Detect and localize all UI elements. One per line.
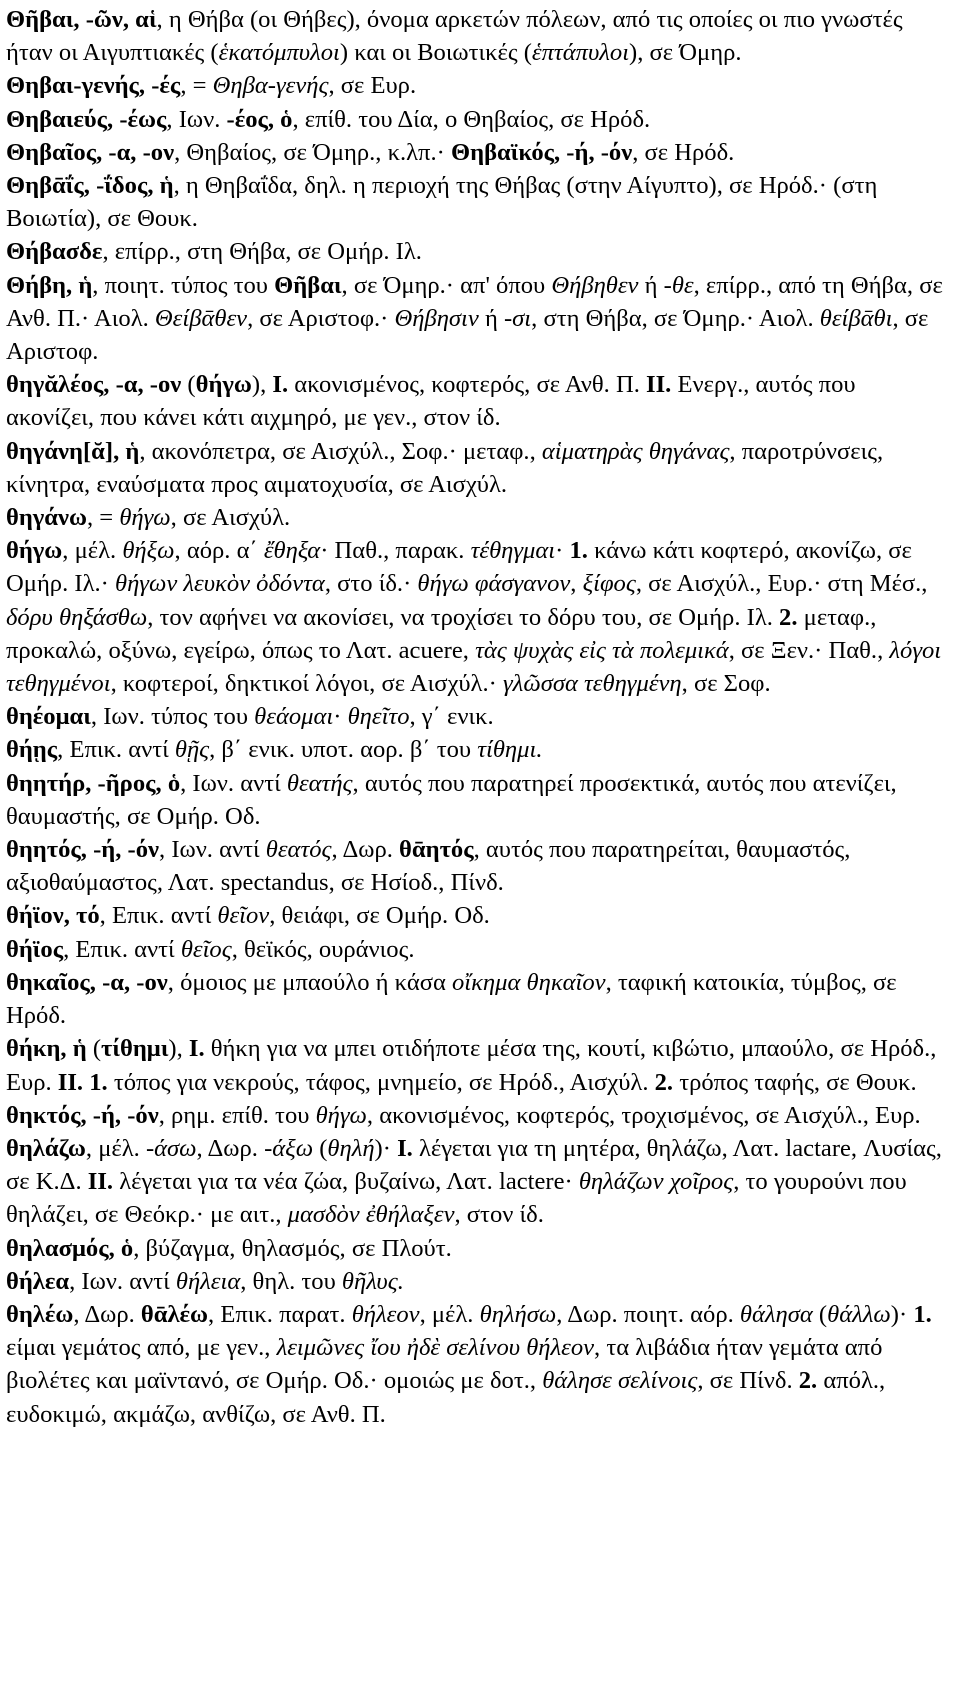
italic-text: θήξω <box>122 537 175 565</box>
entry-text: , Επικ. αντί <box>63 935 181 963</box>
italic-text: -θε <box>663 271 694 299</box>
entry-text: , σε Αριστοφ. <box>6 304 929 366</box>
italic-text: τὰς ψυχὰς εἰς τὰ πολεμικά <box>475 636 729 664</box>
entry-text: , σε Πίνδ. <box>697 1367 799 1395</box>
entry-text: , Δωρ. <box>196 1134 265 1162</box>
bold-text: τίθημι <box>101 1035 169 1063</box>
entry-text: ), σε Όμηρ. <box>629 39 742 67</box>
entry-text: , σε Σοφ. <box>681 670 771 698</box>
entry-text: , ρημ. επίθ. του <box>158 1101 316 1129</box>
bold-text: Θηβαϊκός, -ή, -όν <box>450 138 633 166</box>
entry-text: ή <box>638 271 664 299</box>
dictionary-entry <box>6 899 948 932</box>
dictionary-entry <box>6 501 948 534</box>
entry-text: , Δωρ. <box>73 1300 141 1328</box>
bold-text: I. <box>188 1035 205 1063</box>
headword: θηητός, -ή, -όν <box>6 836 160 864</box>
entry-text: , Επικ. αντί <box>99 902 218 930</box>
dictionary-entry <box>6 3 948 69</box>
entry-text: , αόρ. α΄ <box>174 537 264 565</box>
italic-text: Θηβα-γενής <box>212 72 329 100</box>
bold-text: I. <box>397 1134 413 1162</box>
italic-text: Θήβησιν <box>394 304 479 332</box>
entry-text: , θειάφι, σε Ομήρ. Οδ. <box>269 902 490 930</box>
bold-text: II. <box>646 371 672 399</box>
entry-text: , Θηβαίος, σε Όμηρ., κ.λπ.· <box>174 138 451 166</box>
bold-text: 2. <box>798 1367 818 1395</box>
entry-text: , ακονισμένος, κοφτερός, τροχισμένος, σε Αισχύλ., Ευρ. <box>366 1101 921 1129</box>
bold-text: II. 1. <box>57 1068 108 1096</box>
italic-text: λόγοι τεθηγμένοι <box>6 636 942 698</box>
dictionary-entry <box>6 435 948 501</box>
dictionary-entry <box>6 933 948 966</box>
entry-text: , επίρρ., στη Θήβα, σε Ομήρ. Ιλ. <box>102 238 422 266</box>
entry-text: , Επικ. αντί <box>57 736 175 764</box>
headword: Θῆβαι, -ῶν, αἱ <box>6 6 157 33</box>
italic-text: ἑκατόμπυλοι <box>218 39 340 67</box>
italic-text: τέθηγμαι <box>470 537 556 565</box>
entry-text: , τα λιβάδια ήταν γεμάτα από βιολέτες και μαϊντανό, σε Ομήρ. Οδ.· ομοιώς με δοτ., <box>6 1334 883 1395</box>
headword: Θήβασδε <box>6 238 103 266</box>
entry-text: , η Θηβαΐδα, δηλ. η περιοχή της Θήβας (στην Αίγυπτο), σε Ηρόδ.· (στη Βοιωτία), σε Θουκ. <box>6 172 878 233</box>
entry-text: , Δωρ. <box>331 836 400 864</box>
dictionary-entry <box>6 1132 948 1232</box>
italic-text: θήγω <box>315 1101 367 1129</box>
entry-text: , ταφική κατοικία, τύμβος, σε Ηρόδ. <box>6 968 897 1030</box>
headword: θηλασμός, ὁ <box>6 1234 134 1262</box>
headword: θηγάνη[ᾰ], ἡ <box>6 437 140 465</box>
entry-text: , στον ίδ. <box>454 1201 544 1229</box>
italic-text: τίθημι. <box>477 736 543 764</box>
italic-text: γλῶσσα τεθηγμένη <box>502 670 682 698</box>
italic-text: θήγω φάσγανον <box>417 570 571 598</box>
bold-text: 2. <box>779 603 798 631</box>
dictionary-entry <box>6 69 948 102</box>
italic-text: -άσω <box>145 1134 197 1162</box>
entry-text: ( <box>86 1035 102 1063</box>
entry-text: , στη Θήβα, σε Όμηρ.· Αιολ. <box>531 304 820 332</box>
headword: θηκτός, -ή, -όν <box>6 1101 159 1129</box>
entry-text: είμαι γεμάτος από, με γεν., <box>6 1334 277 1362</box>
entry-text: , σε Ηρόδ. <box>632 138 735 166</box>
italic-text: θήγω <box>119 504 171 532</box>
bold-text: 1. <box>913 1300 932 1328</box>
entry-text: , θηλ. του <box>240 1267 342 1295</box>
headword: Θήβη, ἡ <box>6 271 93 299</box>
headword: θήλεα <box>6 1267 70 1295</box>
headword: θήῃς <box>6 736 58 764</box>
bold-text: 1. <box>569 537 588 565</box>
italic-text: Θείβᾱθεν <box>154 304 248 332</box>
italic-text: θάλησε σελίνοις <box>542 1367 698 1395</box>
entry-text: , αυτός που παρατηρείται, θαυμαστός, αξιοθαύμαστος, Λατ. spectandus, σε Ησίοδ., Πίνδ. <box>6 836 851 897</box>
dictionary-entry <box>6 269 948 369</box>
entry-text: , = <box>87 504 120 532</box>
italic-text: οἴκημα θηκαῖον <box>452 968 606 996</box>
entry-text: απόλ., ευδοκιμώ, ακμάζω, ανθίζω, σε Ανθ. Π. <box>6 1367 886 1428</box>
entry-text: , σε Αισχύλ. <box>170 504 291 532</box>
entry-text: ακονισμένος, κοφτερός, σε Ανθ. Π. <box>288 371 647 399</box>
dictionary-entry <box>6 136 948 169</box>
entry-text: , σε Αριστοφ.· <box>247 304 395 332</box>
headword: θηκαῖος, -α, -ον <box>6 968 168 996</box>
entry-text: , μέλ. <box>62 537 123 565</box>
italic-text: θάλλω <box>827 1300 891 1328</box>
entry-text: , επίθ. του Δία, ο Θηβαίος, σε Ηρόδ. <box>292 105 651 133</box>
headword: θηέομαι <box>6 703 91 731</box>
dictionary-entry <box>6 966 948 1032</box>
entry-text: τόπος για νεκρούς, τάφος, μνημείο, σε Ηρόδ., Αισχύλ. <box>107 1068 655 1096</box>
italic-text: Θήβηθεν <box>551 271 639 299</box>
entry-text: , σε Αισχύλ., Ευρ.· στη Μέσ., <box>635 570 928 598</box>
italic-text: -άξω <box>264 1134 314 1162</box>
entry-text: λέγεται για τα νέα ζώα, βυζαίνω, Λατ. lactere· <box>113 1168 579 1196</box>
italic-text: θείβᾱθι <box>819 304 893 332</box>
entry-text: θήκη για να μπει οτιδήποτε μέσα της, κουτί, κιβώτιο, μπαούλο, σε Ηρόδ., Ευρ. <box>6 1035 937 1096</box>
entry-text: Ενεργ., αυτός που ακονίζει, που κάνει κάτι αιχμηρό, με γεν., στον ίδ. <box>6 371 856 432</box>
entry-text: ( <box>812 1300 828 1328</box>
italic-text: θήλεια <box>175 1267 241 1295</box>
dictionary-entry <box>6 1298 948 1431</box>
headword: θηητήρ, -ῆρος, ὁ <box>6 769 181 797</box>
headword: θηγᾰλέος, -α, -ον <box>6 371 182 399</box>
entry-text: , γ΄ ενικ. <box>409 703 494 731</box>
entry-text: , μέλ. <box>85 1134 146 1162</box>
bold-text: I. <box>272 371 289 399</box>
entry-text: , στο ίδ.· <box>324 570 418 598</box>
entry-text: , ποιητ. τύπος του <box>92 271 275 299</box>
italic-text: ἔθηξα <box>263 537 321 565</box>
entry-text: , όμοιος με μπαούλο ή κάσα <box>167 968 452 996</box>
headword: θηγάνω <box>6 504 87 532</box>
italic-text: θήλεον <box>351 1300 420 1328</box>
entry-text: , Δωρ. ποιητ. αόρ. <box>556 1300 740 1328</box>
italic-text: θῆλυς. <box>341 1267 404 1295</box>
entry-text: , επίρρ., από τη Θήβα, σε Ανθ. Π.· Αιολ. <box>6 271 943 332</box>
italic-text: θηλάζων χοῖρος <box>578 1168 734 1196</box>
entry-text: , η Θήβα (οι Θήβες), όνομα αρκετών πόλεων, από τις οποίες οι πιο γνωστές ήταν οι Αιγυπτιακές ( <box>6 6 903 67</box>
dictionary-entry <box>6 235 948 268</box>
entry-text: , Ιων. αντί <box>69 1267 176 1295</box>
bold-text: -έος, ὁ <box>226 105 293 133</box>
dictionary-entry <box>6 833 948 899</box>
headword: θηλάζω <box>6 1134 86 1162</box>
headword: θηλέω <box>6 1300 74 1328</box>
dictionary-entry <box>6 733 948 766</box>
bold-text: Θῆβαι <box>274 271 342 299</box>
entry-text: , Επικ. παρατ. <box>208 1300 352 1328</box>
dictionary-entry <box>6 1232 948 1265</box>
dictionary-entry <box>6 368 948 434</box>
headword: θήϊον, τό <box>6 902 100 930</box>
italic-text: ξίφος <box>582 570 636 598</box>
dictionary-entry <box>6 1265 948 1298</box>
bold-text: θήγω <box>195 371 252 399</box>
italic-text: ἑπτάπυλοι <box>531 39 630 67</box>
dictionary-entry <box>6 767 948 833</box>
entry-text: · <box>555 537 570 565</box>
entry-text: ( <box>181 371 196 399</box>
headword: θήγω <box>6 537 63 565</box>
entry-text: τρόπος ταφής, σε Θουκ. <box>673 1068 917 1096</box>
headword: Θηβαι-γενής, -ές <box>6 72 181 100</box>
entry-text: ), <box>168 1035 189 1063</box>
entry-text: , το γουρούνι που θηλάζει, σε Θεόκρ.· με αιτ., <box>6 1168 907 1229</box>
entry-text: , ακονόπετρα, σε Αισχύλ., Σοφ.· μεταφ., <box>139 437 542 465</box>
bold-text: II. <box>87 1168 114 1196</box>
entry-text: ) και οι Βοιωτικές ( <box>339 39 532 67</box>
headword: Θηβαιεύς, -έως <box>6 105 167 133</box>
italic-text: θεατός <box>265 836 332 864</box>
dictionary-entry <box>6 700 948 733</box>
entry-text: , παροτρύνσεις, κίνητρα, εναύσματα προς αιματοχυσία, σε Αισχύλ. <box>6 437 884 498</box>
entry-text: , σε Ευρ. <box>328 72 417 100</box>
italic-text: θάλησα <box>739 1300 813 1328</box>
entry-text: , σε Ξεν.· Παθ., <box>728 636 890 664</box>
italic-text: θεατής <box>286 769 353 797</box>
entry-text: · Παθ., παρακ. <box>320 537 471 565</box>
bold-text: θᾱλέω <box>140 1300 209 1328</box>
bold-text: 2. <box>654 1068 674 1096</box>
dictionary-entry <box>6 1099 948 1132</box>
entry-text: · <box>333 703 348 731</box>
headword: θήϊος <box>6 935 64 963</box>
entry-text: )· <box>374 1134 398 1162</box>
italic-text: θεῖον <box>217 902 270 930</box>
entry-text: , βύζαγμα, θηλασμός, σε Πλούτ. <box>133 1234 452 1262</box>
entry-text: , σε Όμηρ.· απ' όπου <box>341 271 552 299</box>
entry-text: λέγεται για τη μητέρα, θηλάζω, Λατ. lactare, Λυσίας, σε Κ.Δ. <box>6 1134 942 1196</box>
entry-text: , Ιων. τύπος του <box>90 703 255 731</box>
entry-text: , β΄ ενικ. υποτ. αορ. β΄ του <box>209 736 478 764</box>
entry-text: ), <box>251 371 273 399</box>
italic-text: θηλή <box>327 1134 375 1162</box>
entry-text: , Ιων. αντί <box>159 836 266 864</box>
entry-text: ( <box>313 1134 328 1162</box>
entry-text: , = <box>180 72 213 100</box>
italic-text: μασδὸν ἐθήλαξεν <box>287 1201 455 1229</box>
bold-text: θᾱητός <box>399 836 474 864</box>
entry-text: μεταφ., προκαλώ, οξύνω, εγείρω, όπως το Λατ. acuere, <box>6 603 877 664</box>
dictionary-entry <box>6 169 948 235</box>
italic-text: δόρυ θηξάσθω <box>6 603 148 631</box>
italic-text: λειμῶνες ἴου ἠδὲ σελίνου θήλεον <box>276 1334 595 1362</box>
entry-text: , <box>570 570 583 598</box>
italic-text: -σι <box>503 304 532 332</box>
entry-text: )· <box>890 1300 914 1328</box>
italic-text: αἱματηρὰς θηγάνας <box>541 437 730 465</box>
entry-text: , κοφτεροί, δηκτικοί λόγοι, σε Αισχύλ.· <box>110 670 503 698</box>
italic-text: θεάομαι <box>254 703 334 731</box>
entry-text: , αυτός που παρατηρεί προσεκτικά, αυτός που ατενίζει, θαυμαστής, σε Ομήρ. Οδ. <box>6 769 897 830</box>
entry-text: ή <box>478 304 504 332</box>
entry-text: , τον αφήνει να ακονίσει, να τροχίσει το δόρυ του, σε Ομήρ. Ιλ. <box>147 603 780 631</box>
entry-text: κάνω κάτι κοφτερό, ακονίζω, σε Ομήρ. Ιλ.· <box>6 537 912 598</box>
dictionary-entry <box>6 103 948 136</box>
dictionary-entry <box>6 1032 948 1098</box>
entry-text: , Ιων. <box>166 105 227 133</box>
dictionary-entry <box>6 534 948 700</box>
italic-text: θῇς <box>174 736 210 764</box>
italic-text: θεῖος <box>180 935 232 963</box>
italic-text: θηλήσω <box>479 1300 557 1328</box>
headword: θήκη, ἡ <box>6 1035 87 1063</box>
entry-text: , μέλ. <box>419 1300 480 1328</box>
headword: Θηβαῖος, -α, -ον <box>6 138 175 166</box>
entry-text: , Ιων. αντί <box>180 769 287 797</box>
entry-text: , θεϊκός, ουράνιος. <box>231 935 415 963</box>
italic-text: θήγων λευκὸν ὀδόντα <box>114 570 325 598</box>
italic-text: θηεῖτο <box>347 703 410 731</box>
headword: Θηβᾱΐς, -ΐδος, ἡ <box>6 172 174 200</box>
